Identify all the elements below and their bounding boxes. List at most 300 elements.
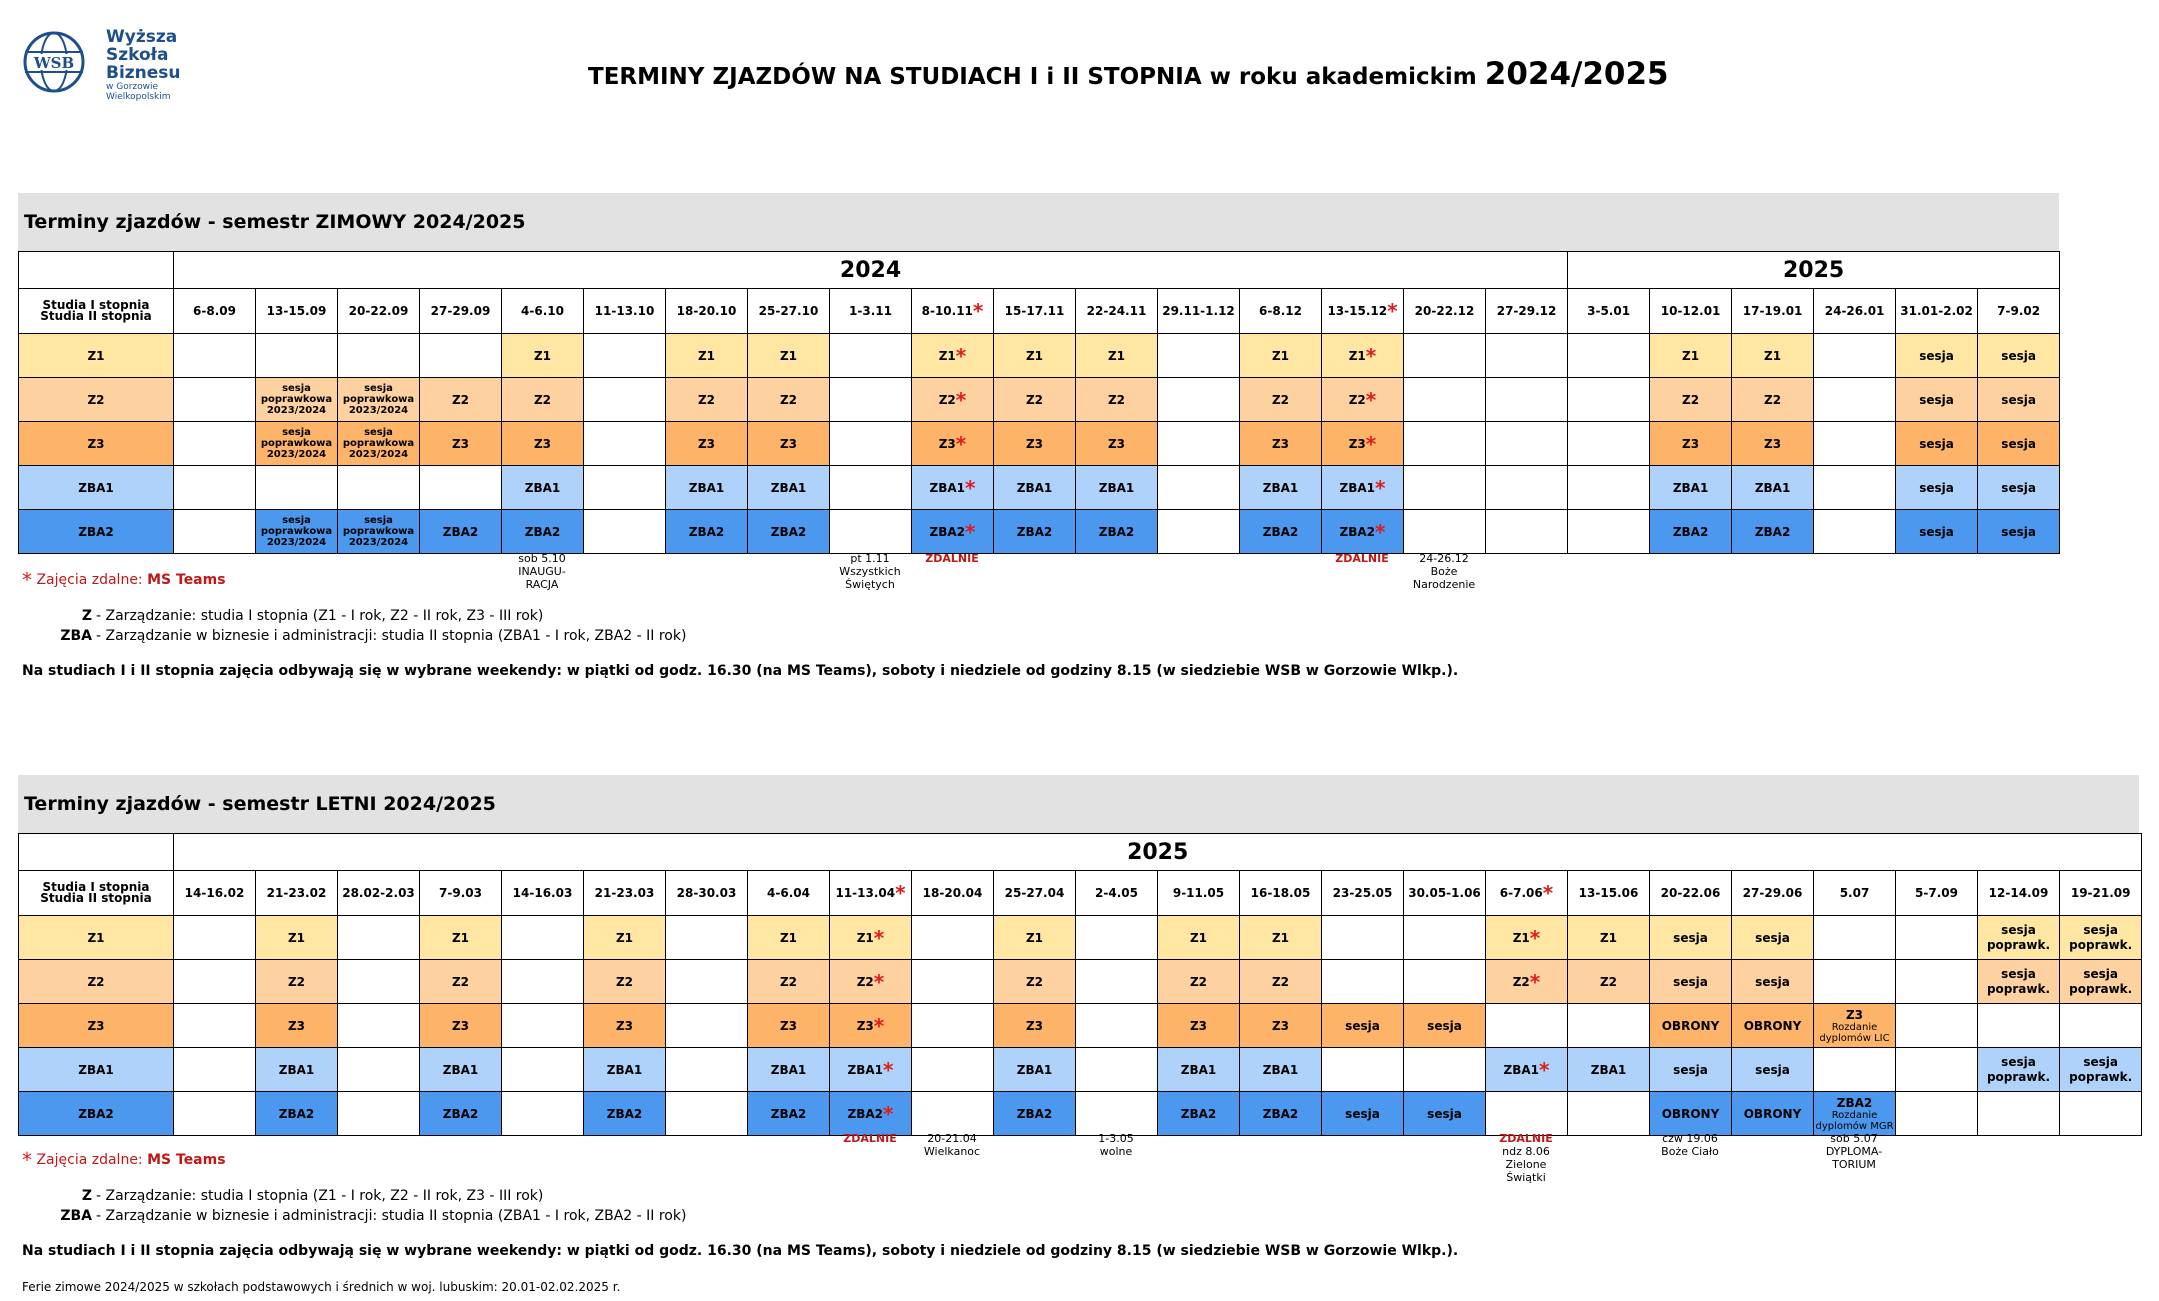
schedule-cell bbox=[1240, 510, 1322, 554]
schedule-cell bbox=[420, 1092, 502, 1136]
schedule-cell bbox=[1240, 960, 1322, 1004]
schedule-cell bbox=[2060, 916, 2142, 960]
cell-text: Z3 bbox=[1682, 436, 1700, 451]
date-header bbox=[1404, 871, 1486, 916]
cell-text: sesja poprawk. bbox=[2069, 1054, 2133, 1084]
schedule-cell bbox=[994, 1004, 1076, 1048]
schedule-cell bbox=[584, 916, 666, 960]
cell-text: Z2 bbox=[1025, 392, 1044, 407]
schedule-cell bbox=[502, 916, 584, 960]
cell-text: ZBA1 bbox=[524, 480, 561, 495]
cell-text: ZBA2 bbox=[278, 1106, 315, 1121]
schedule-cell bbox=[502, 1048, 584, 1092]
schedule-cell bbox=[584, 1048, 666, 1092]
cell-text: ZBA2 bbox=[688, 524, 725, 539]
remote-star-icon: * bbox=[965, 475, 976, 500]
date-header bbox=[2060, 871, 2142, 916]
date-header bbox=[584, 289, 666, 334]
schedule-cell bbox=[666, 916, 748, 960]
date-label: 6-7.06 bbox=[1499, 886, 1543, 900]
schedule-cell bbox=[994, 960, 1076, 1004]
schedule-cell bbox=[1486, 510, 1568, 554]
date-header bbox=[666, 289, 748, 334]
date-label: 29.11-1.12 bbox=[1162, 304, 1235, 318]
cell-text: sesja bbox=[1673, 930, 1708, 945]
summer-notes bbox=[18, 1132, 2158, 1182]
holiday-note: pt 1.11 Wszystkich Świętych bbox=[839, 552, 901, 591]
schedule-cell bbox=[1158, 422, 1240, 466]
remote-star-icon: * bbox=[972, 299, 984, 323]
row-label-zba2: ZBA2 bbox=[19, 510, 174, 554]
cell-text: sesja bbox=[1673, 974, 1708, 989]
remote-legend-summer: * Zajęcia zdalne: MS Teams bbox=[22, 1148, 226, 1172]
date-label: 13-15.06 bbox=[1578, 886, 1639, 900]
row-zba1 bbox=[19, 1048, 2142, 1092]
date-header bbox=[666, 871, 748, 916]
schedule-cell bbox=[1732, 1092, 1814, 1136]
cell-text: Z2 bbox=[1512, 974, 1530, 989]
holiday-note: 20-21.04 Wielkanoc bbox=[923, 1132, 981, 1158]
schedule-cell bbox=[1650, 1004, 1732, 1048]
date-label: 17-19.01 bbox=[1742, 304, 1803, 318]
cell-text: ZBA1 bbox=[1339, 480, 1375, 495]
schedule-cell bbox=[1076, 1048, 1158, 1092]
remote-star-icon: * bbox=[1387, 299, 1398, 323]
remote-star-icon: * bbox=[955, 431, 967, 456]
date-label: 27-29.12 bbox=[1496, 304, 1557, 318]
schedule-cell bbox=[830, 334, 912, 378]
cell-text: ZBA1 bbox=[688, 480, 725, 495]
date-label: 28-30.03 bbox=[676, 886, 737, 900]
schedule-cell bbox=[1158, 378, 1240, 422]
schedule-cell bbox=[748, 1004, 830, 1048]
cell-text: Z3 bbox=[1271, 1018, 1290, 1033]
cell-text: Z1 bbox=[533, 348, 552, 363]
schedule-cell bbox=[666, 960, 748, 1004]
cell-code: ZBA2 bbox=[1836, 1095, 1873, 1110]
date-header bbox=[1732, 289, 1814, 334]
schedule-cell bbox=[912, 916, 994, 960]
schedule-cell bbox=[1814, 1048, 1896, 1092]
schedule-cell bbox=[1158, 960, 1240, 1004]
cell-text: ZBA1 bbox=[770, 1062, 807, 1077]
page-title: TERMINY ZJAZDÓW NA STUDIACH I i II STOPNIA w roku akademickim 2024/2025 bbox=[588, 56, 1669, 92]
schedule-cell bbox=[1322, 960, 1404, 1004]
row-zba2 bbox=[19, 1092, 2142, 1136]
schedule-cell bbox=[1650, 422, 1732, 466]
schedule-cell bbox=[256, 378, 338, 422]
cell-text: sesja bbox=[1345, 1018, 1380, 1033]
schedule-cell bbox=[584, 1092, 666, 1136]
row-label-z3: Z3 bbox=[19, 422, 174, 466]
cell-text: ZBA1 bbox=[770, 480, 807, 495]
date-label: 20-22.12 bbox=[1414, 304, 1475, 318]
schedule-cell bbox=[748, 960, 830, 1004]
date-label: 27-29.06 bbox=[1742, 886, 1803, 900]
remote-star-icon: * bbox=[883, 1057, 894, 1082]
cell-text: Z2 bbox=[1271, 392, 1290, 407]
cell-text: ZBA1 bbox=[929, 480, 965, 495]
logo-text: Wyższa Szkoła Biznesu bbox=[106, 27, 181, 83]
date-label: 8-10.11 bbox=[921, 304, 973, 318]
date-label: 5-7.09 bbox=[1915, 886, 1958, 900]
date-header bbox=[338, 289, 420, 334]
schedule-cell bbox=[1650, 1092, 1732, 1136]
studia-header-line2: Studia II stopnia bbox=[40, 891, 152, 905]
schedule-cell bbox=[830, 1004, 912, 1048]
remote-star-icon: * bbox=[1365, 387, 1377, 412]
schedule-cell bbox=[1732, 1048, 1814, 1092]
date-header bbox=[1732, 871, 1814, 916]
date-header bbox=[994, 871, 1076, 916]
remote-star-icon: * bbox=[883, 1101, 894, 1126]
cell-text: ZBA1 bbox=[1262, 1062, 1299, 1077]
schedule-cell bbox=[1322, 1048, 1404, 1092]
cell-text: Z3 bbox=[451, 436, 470, 451]
schedule-cell bbox=[1814, 916, 1896, 960]
remote-note: ZDALNIE bbox=[925, 552, 979, 565]
date-header bbox=[502, 289, 584, 334]
schedule-cell bbox=[666, 334, 748, 378]
schedule-cell bbox=[502, 1092, 584, 1136]
schedule-cell bbox=[1814, 960, 1896, 1004]
schedule-cell bbox=[994, 378, 1076, 422]
cell-text: ZBA2 bbox=[1672, 524, 1709, 539]
cell-text: Z2 bbox=[615, 974, 634, 989]
cell-text: ZBA2 bbox=[1339, 524, 1375, 539]
schedule-cell bbox=[994, 916, 1076, 960]
cell-text: Z2 bbox=[1189, 974, 1208, 989]
schedule-cell bbox=[1978, 1092, 2060, 1136]
schedule-cell bbox=[912, 510, 994, 554]
cell-text: sesja poprawkowa 2023/2024 bbox=[260, 383, 333, 416]
schedule-cell bbox=[912, 378, 994, 422]
date-label: 25-27.04 bbox=[1004, 886, 1065, 900]
schedule-cell bbox=[830, 422, 912, 466]
date-label: 20-22.09 bbox=[348, 304, 409, 318]
date-header bbox=[1568, 871, 1650, 916]
cell-text: Z3 bbox=[1025, 436, 1044, 451]
schedule-cell bbox=[1158, 1092, 1240, 1136]
schedule-cell bbox=[1240, 334, 1322, 378]
schedule-cell bbox=[1896, 960, 1978, 1004]
cell-text: ZBA1 bbox=[606, 1062, 643, 1077]
cell-text: ZBA2 bbox=[1016, 524, 1053, 539]
schedule-cell bbox=[1978, 510, 2060, 554]
schedule-cell bbox=[1404, 466, 1486, 510]
cell-text: Z3 bbox=[287, 1018, 306, 1033]
cell-text: Z3 bbox=[451, 1018, 470, 1033]
schedule-cell bbox=[830, 378, 912, 422]
schedule-cell bbox=[1814, 422, 1896, 466]
zba-legend: ZBA - Zarządzanie w biznesie i administracji: studia II stopnia (ZBA1 - I rok, ZBA2 - II rok) bbox=[60, 628, 687, 644]
wsb-logo bbox=[22, 26, 182, 100]
cell-text: sesja poprawkowa 2023/2024 bbox=[260, 515, 333, 548]
schedule-cell bbox=[338, 916, 420, 960]
schedule-cell bbox=[420, 378, 502, 422]
schedule-cell bbox=[748, 1092, 830, 1136]
date-header bbox=[1814, 871, 1896, 916]
schedule-cell bbox=[912, 1004, 994, 1048]
cell-text: Z3 bbox=[1764, 436, 1782, 451]
cell-text: sesja poprawk. bbox=[2069, 966, 2133, 996]
date-label: 11-13.10 bbox=[594, 304, 655, 318]
date-header bbox=[420, 289, 502, 334]
schedule-cell bbox=[1322, 422, 1404, 466]
cell-text: sesja bbox=[1673, 1062, 1708, 1077]
schedule-cell bbox=[174, 960, 256, 1004]
date-label: 20-22.06 bbox=[1660, 886, 1721, 900]
date-label: 25-27.10 bbox=[758, 304, 819, 318]
schedule-cell bbox=[174, 1048, 256, 1092]
date-label: 27-29.09 bbox=[430, 304, 491, 318]
year-cell: 2025 bbox=[174, 834, 2142, 871]
schedule-cell bbox=[1158, 1004, 1240, 1048]
cell-text: sesja bbox=[1919, 392, 1954, 407]
cell-text: sesja bbox=[1919, 480, 1954, 495]
schedule-cell bbox=[2060, 1004, 2142, 1048]
schedule-cell bbox=[666, 466, 748, 510]
schedule-cell bbox=[1896, 1004, 1978, 1048]
cell-text: Z3 bbox=[1025, 1018, 1044, 1033]
date-label: 14-16.03 bbox=[512, 886, 573, 900]
date-header bbox=[1240, 871, 1322, 916]
year-cell: 2025 bbox=[1568, 252, 2060, 289]
schedule-cell bbox=[1978, 334, 2060, 378]
schedule-cell bbox=[584, 334, 666, 378]
schedule-cell bbox=[748, 466, 830, 510]
cell-text: sesja poprawk. bbox=[1986, 922, 2051, 952]
date-header bbox=[338, 871, 420, 916]
cell-text: Z3 bbox=[533, 436, 552, 451]
schedule-cell bbox=[1568, 916, 1650, 960]
cell-text: Z3 bbox=[1107, 436, 1126, 451]
schedule-cell bbox=[1240, 1092, 1322, 1136]
date-label: 11-13.04 bbox=[835, 886, 896, 900]
date-label: 3-5.01 bbox=[1587, 304, 1631, 318]
schedule-cell bbox=[1404, 510, 1486, 554]
row-z1 bbox=[19, 916, 2142, 960]
remote-note: ZDALNIE bbox=[843, 1132, 897, 1145]
date-header bbox=[1158, 871, 1240, 916]
date-header bbox=[830, 289, 912, 334]
schedule-cell bbox=[338, 1048, 420, 1092]
winter-heading: Terminy zjazdów - semestr ZIMOWY 2024/2025 bbox=[18, 193, 2059, 251]
cell-text: ZBA2 bbox=[929, 524, 965, 539]
cell-text: sesja bbox=[2001, 392, 2036, 407]
schedule-cell bbox=[912, 466, 994, 510]
schedule-cell bbox=[1240, 466, 1322, 510]
cell-note: Rozdanie dyplomów MGR bbox=[1815, 1109, 1894, 1132]
schedule-cell bbox=[1568, 1092, 1650, 1136]
studia-header-line2: Studia II stopnia bbox=[40, 309, 152, 323]
schedule-cell bbox=[1240, 378, 1322, 422]
schedule-cell bbox=[1404, 1092, 1486, 1136]
cell-text: sesja bbox=[1919, 524, 1954, 539]
schedule-cell bbox=[830, 1048, 912, 1092]
cell-text: sesja poprawkowa 2023/2024 bbox=[342, 515, 415, 548]
date-header bbox=[1322, 289, 1404, 334]
schedule-cell bbox=[1240, 1048, 1322, 1092]
date-header bbox=[502, 871, 584, 916]
cell-text: ZBA1 bbox=[278, 1062, 315, 1077]
cell-text: Z2 bbox=[1682, 392, 1700, 407]
cell-text: Z1 bbox=[1512, 930, 1530, 945]
schedule-cell bbox=[1322, 510, 1404, 554]
studia-header-line1: Studia I stopnia bbox=[42, 298, 150, 312]
cell-text: sesja bbox=[1919, 348, 1954, 363]
schedule-cell bbox=[1896, 916, 1978, 960]
cell-text: Z2 bbox=[451, 392, 470, 407]
row-label-zba1: ZBA1 bbox=[19, 1048, 174, 1092]
schedule-cell bbox=[256, 466, 338, 510]
remote-star-icon: * bbox=[1539, 1057, 1550, 1082]
schedule-cell bbox=[1896, 378, 1978, 422]
schedule-cell bbox=[1896, 466, 1978, 510]
cell-text: ZBA2 bbox=[1098, 524, 1135, 539]
schedule-cell bbox=[1650, 334, 1732, 378]
cell-text: Z2 bbox=[287, 974, 306, 989]
schedule-cell bbox=[2060, 1092, 2142, 1136]
cell-text: ZBA2 bbox=[606, 1106, 643, 1121]
date-label: 21-23.02 bbox=[266, 886, 327, 900]
schedule-cell bbox=[420, 916, 502, 960]
schedule-cell bbox=[830, 960, 912, 1004]
schedule-cell bbox=[1896, 334, 1978, 378]
schedule-cell bbox=[174, 378, 256, 422]
schedule-cell bbox=[1568, 378, 1650, 422]
schedule-cell bbox=[1732, 510, 1814, 554]
year-row bbox=[19, 252, 2060, 289]
schedule-cell bbox=[1322, 916, 1404, 960]
cell-text: sesja poprawkowa 2023/2024 bbox=[260, 427, 333, 460]
schedule-cell bbox=[502, 466, 584, 510]
date-header bbox=[830, 871, 912, 916]
remote-note: ZDALNIE bbox=[1499, 1132, 1553, 1145]
remote-star-icon: * bbox=[1365, 343, 1377, 368]
schedule-cell bbox=[1568, 1004, 1650, 1048]
schedule-cell bbox=[748, 334, 830, 378]
cell-text: Z2 bbox=[779, 392, 798, 407]
schedule-cell bbox=[2060, 960, 2142, 1004]
date-label: 15-17.11 bbox=[1004, 304, 1065, 318]
date-header bbox=[748, 289, 830, 334]
year-cell bbox=[19, 834, 174, 871]
cell-text: sesja bbox=[1345, 1106, 1380, 1121]
date-header bbox=[584, 871, 666, 916]
cell-text: ZBA2 bbox=[442, 1106, 479, 1121]
cell-text: Z1 bbox=[451, 930, 470, 945]
zba-legend-summer: ZBA - Zarządzanie w biznesie i administracji: studia II stopnia (ZBA1 - I rok, ZBA2 - II rok) bbox=[60, 1208, 687, 1224]
schedule-cell bbox=[748, 1048, 830, 1092]
schedule-cell bbox=[1404, 960, 1486, 1004]
schedule-cell bbox=[666, 378, 748, 422]
cell-text: Z1 bbox=[779, 930, 798, 945]
cell-text: Z3 bbox=[856, 1018, 874, 1033]
schedule-cell bbox=[666, 510, 748, 554]
cell-text: Z1 bbox=[1271, 348, 1290, 363]
cell-text: Z1 bbox=[1271, 930, 1290, 945]
schedule-cell bbox=[1814, 1092, 1896, 1136]
winter-notes bbox=[18, 552, 2158, 602]
cell-text: Z2 bbox=[1599, 974, 1618, 989]
schedule-cell bbox=[174, 466, 256, 510]
schedule-cell bbox=[830, 510, 912, 554]
date-label: 9-11.05 bbox=[1172, 886, 1225, 900]
schedule-cell bbox=[1814, 510, 1896, 554]
remote-star-icon: * bbox=[873, 925, 885, 950]
schedule-cell bbox=[1650, 378, 1732, 422]
cell-text: Z2 bbox=[1271, 974, 1290, 989]
winter-table bbox=[18, 251, 2060, 554]
schedule-cell bbox=[1404, 334, 1486, 378]
cell-text: ZBA2 bbox=[770, 524, 807, 539]
studia-header-line1: Studia I stopnia bbox=[42, 880, 150, 894]
schedule-cell bbox=[1814, 1004, 1896, 1048]
cell-text: sesja bbox=[1755, 974, 1790, 989]
schedule-cell bbox=[1732, 1004, 1814, 1048]
date-label: 23-25.05 bbox=[1332, 886, 1393, 900]
remote-star-icon: * bbox=[965, 519, 976, 544]
cell-text: Z1 bbox=[856, 930, 874, 945]
cell-text: Z3 bbox=[779, 436, 798, 451]
cell-text: Z3 bbox=[1189, 1018, 1208, 1033]
cell-text: sesja bbox=[2001, 480, 2036, 495]
schedule-cell bbox=[994, 466, 1076, 510]
date-header bbox=[1076, 289, 1158, 334]
ferie-note: Ferie zimowe 2024/2025 w szkołach podstawowych i średnich w woj. lubuskim: 20.01-02.02.2025 r. bbox=[22, 1280, 621, 1294]
cell-text: OBRONY bbox=[1661, 1106, 1720, 1121]
date-label: 13-15.09 bbox=[266, 304, 327, 318]
date-header bbox=[912, 871, 994, 916]
schedule-cell bbox=[420, 1004, 502, 1048]
schedule-cell bbox=[584, 422, 666, 466]
cell-text: ZBA2 bbox=[847, 1106, 883, 1121]
cell-text: sesja poprawk. bbox=[1986, 966, 2051, 996]
schedule-cell bbox=[748, 378, 830, 422]
schedule-cell bbox=[420, 510, 502, 554]
cell-text: ZBA1 bbox=[1590, 1062, 1627, 1077]
date-header bbox=[748, 871, 830, 916]
schedule-cell bbox=[256, 1048, 338, 1092]
schedule-cell bbox=[1076, 1004, 1158, 1048]
schedule-cell bbox=[1732, 916, 1814, 960]
schedule-cell bbox=[584, 378, 666, 422]
schedule-cell bbox=[1568, 422, 1650, 466]
schedule-cell bbox=[666, 1048, 748, 1092]
schedule-cell bbox=[1076, 916, 1158, 960]
schedule-cell bbox=[1158, 1048, 1240, 1092]
schedule-cell bbox=[256, 422, 338, 466]
schedule-cell bbox=[1240, 422, 1322, 466]
schedule-cell bbox=[174, 422, 256, 466]
cell-text: Z2 bbox=[1348, 392, 1366, 407]
schedule-cell bbox=[256, 1092, 338, 1136]
cell-text: sesja bbox=[2001, 436, 2036, 451]
schedule-cell bbox=[338, 1004, 420, 1048]
date-header bbox=[1486, 289, 1568, 334]
date-header bbox=[1650, 289, 1732, 334]
row-z3 bbox=[19, 1004, 2142, 1048]
cell-text: Z1 bbox=[1025, 930, 1044, 945]
cell-text: Z2 bbox=[451, 974, 470, 989]
cell-text: Z1 bbox=[1348, 348, 1366, 363]
date-label: 10-12.01 bbox=[1660, 304, 1721, 318]
date-header bbox=[1896, 289, 1978, 334]
schedule-cell bbox=[1732, 422, 1814, 466]
schedule-cell bbox=[1814, 466, 1896, 510]
date-label: 5.07 bbox=[1839, 886, 1870, 900]
